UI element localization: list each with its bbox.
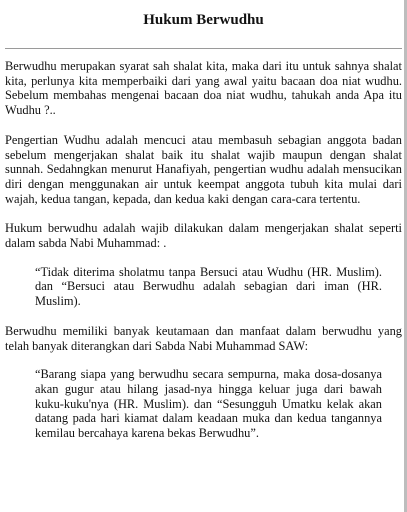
- paragraph-syarat-sah: Berwudhu merupakan syarat sah shalat kita, maka dari itu untuk sahnya shalat kita, perlunya kita memperbaiki dari yang awal yaitu bacaan doa niat wudhu. Sebelum membahas mengenai bacaan doa niat wudhu, tahukah anda Apa itu Wudhu ?..: [5, 59, 402, 118]
- paragraph-hukum-berwudhu: Hukum berwudhu adalah wajib dilakukan dalam mengerjakan shalat seperti dalam sabda Nabi Muhammad: .: [5, 221, 402, 251]
- page-title: Hukum Berwudhu: [143, 12, 264, 28]
- quote-hadith-bersuci: “Tidak diterima sholatmu tanpa Bersuci atau Wudhu (HR. Muslim). dan “Bersuci atau Berwudhu adalah sebagian dari iman (HR. Muslim).: [35, 264, 382, 309]
- title-divider: [5, 48, 402, 49]
- paragraph-keutamaan: Berwudhu memiliki banyak keutamaan dan manfaat dalam berwudhu yang telah banyak diterangkan dari Sabda Nabi Muhammad SAW:: [5, 323, 402, 353]
- paragraph-pengertian-wudhu: Pengertian Wudhu adalah mencuci atau membasuh sebagian anggota badan sebelum mengerjakan shalat baik itu shalat wajib maupun dengan shalat sunnah. Sedahngkan menurut Hanafiyah, pengertian wudhu adalah mensucikan diri dengan menggunakan air untuk keempat anggota tubuh kita mulai dari wajah, kedua tangan, kepada, dan kedua kaki dengan cara-cara tertentu.: [5, 132, 402, 206]
- quote-hadith-keutamaan: “Barang siapa yang berwudhu secara sempurna, maka dosa-dosanya akan gugur atau hilang jasad-nya hingga keluar juga dari bawah kuku-kuku'nya (HR. Muslim). dan “Sesungguh Umatku kelak akan datang pada hari kiamat dalam keadaan muka dan kedua tangannya kemilau bercahaya karena bekas Berwudhu”.: [35, 367, 382, 441]
